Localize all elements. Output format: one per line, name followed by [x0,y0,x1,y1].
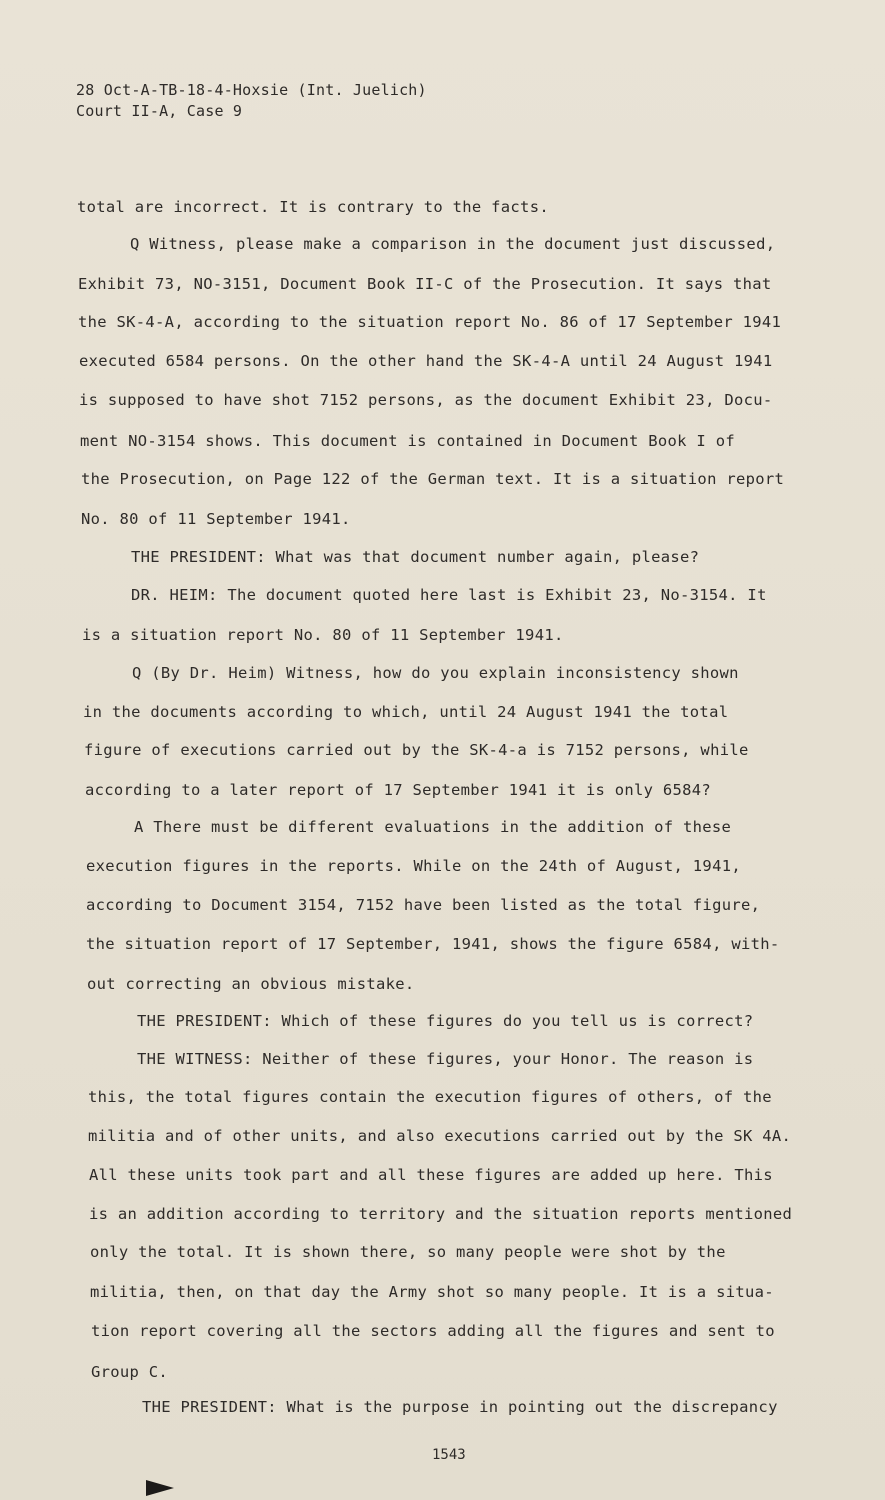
text-line: in the documents according to which, until 24 August 1941 the total [83,703,729,721]
text-line: Q Witness, please make a comparison in the document just discussed, [130,235,776,253]
president-line: THE PRESIDENT: What is the purpose in pointing out the discrepancy [142,1398,778,1416]
witness-line: THE WITNESS: Neither of these figures, your Honor. The reason is [137,1050,754,1068]
header-line-1: 28 Oct-A-TB-18-4-Hoxsie (Int. Juelich) [76,81,427,99]
page-edge-mark [146,1480,174,1496]
text-line: the situation report of 17 September, 1941, shows the figure 6584, with- [86,935,780,953]
text-line: is supposed to have shot 7152 persons, as the document Exhibit 23, Docu- [79,391,773,409]
header-line-2: Court II-A, Case 9 [76,102,243,120]
text-line: the SK-4-A, according to the situation report No. 86 of 17 September 1941 [78,313,782,331]
page-number: 1543 [432,1447,466,1463]
text-line: DR. HEIM: The document quoted here last is Exhibit 23, No-3154. It [131,586,767,604]
text-line: the Prosecution, on Page 122 of the German text. It is a situation report [81,470,785,488]
text-line: executed 6584 persons. On the other hand the SK-4-A until 24 August 1941 [79,352,773,370]
text-line: militia and of other units, and also executions carried out by the SK 4A. [88,1127,792,1145]
text-line: total are incorrect. It is contrary to the facts. [77,198,549,216]
text-line: out correcting an obvious mistake. [87,975,415,993]
text-line: according to Document 3154, 7152 have been listed as the total figure, [86,896,761,914]
document-header [76,80,427,122]
text-line: tion report covering all the sectors adding all the figures and sent to [91,1322,775,1340]
text-line: A There must be different evaluations in the addition of these [134,818,732,836]
text-line: Exhibit 73, NO-3151, Document Book II-C of the Prosecution. It says that [78,275,772,293]
text-line: is an addition according to territory and the situation reports mentioned [89,1205,793,1223]
president-line: THE PRESIDENT: Which of these figures do you tell us is correct? [137,1012,754,1030]
text-line: militia, then, on that day the Army shot so many people. It is a situa- [90,1283,774,1301]
text-line: Q (By Dr. Heim) Witness, how do you explain inconsistency shown [132,664,739,682]
text-line: this, the total figures contain the execution figures of others, of the [88,1088,772,1106]
text-line: execution figures in the reports. While on the 24th of August, 1941, [86,857,741,875]
text-line: is a situation report No. 80 of 11 September 1941. [82,626,564,644]
text-line: ment NO-3154 shows. This document is contained in Document Book I of [80,432,735,450]
president-line: THE PRESIDENT: What was that document number again, please? [131,548,700,566]
text-line: Group C. [91,1363,169,1381]
text-line: No. 80 of 11 September 1941. [81,510,351,528]
text-line: only the total. It is shown there, so many people were shot by the [90,1243,726,1261]
text-line: according to a later report of 17 September 1941 it is only 6584? [85,781,712,799]
text-line: All these units took part and all these figures are added up here. This [89,1166,773,1184]
text-line: figure of executions carried out by the SK-4-a is 7152 persons, while [84,741,749,759]
